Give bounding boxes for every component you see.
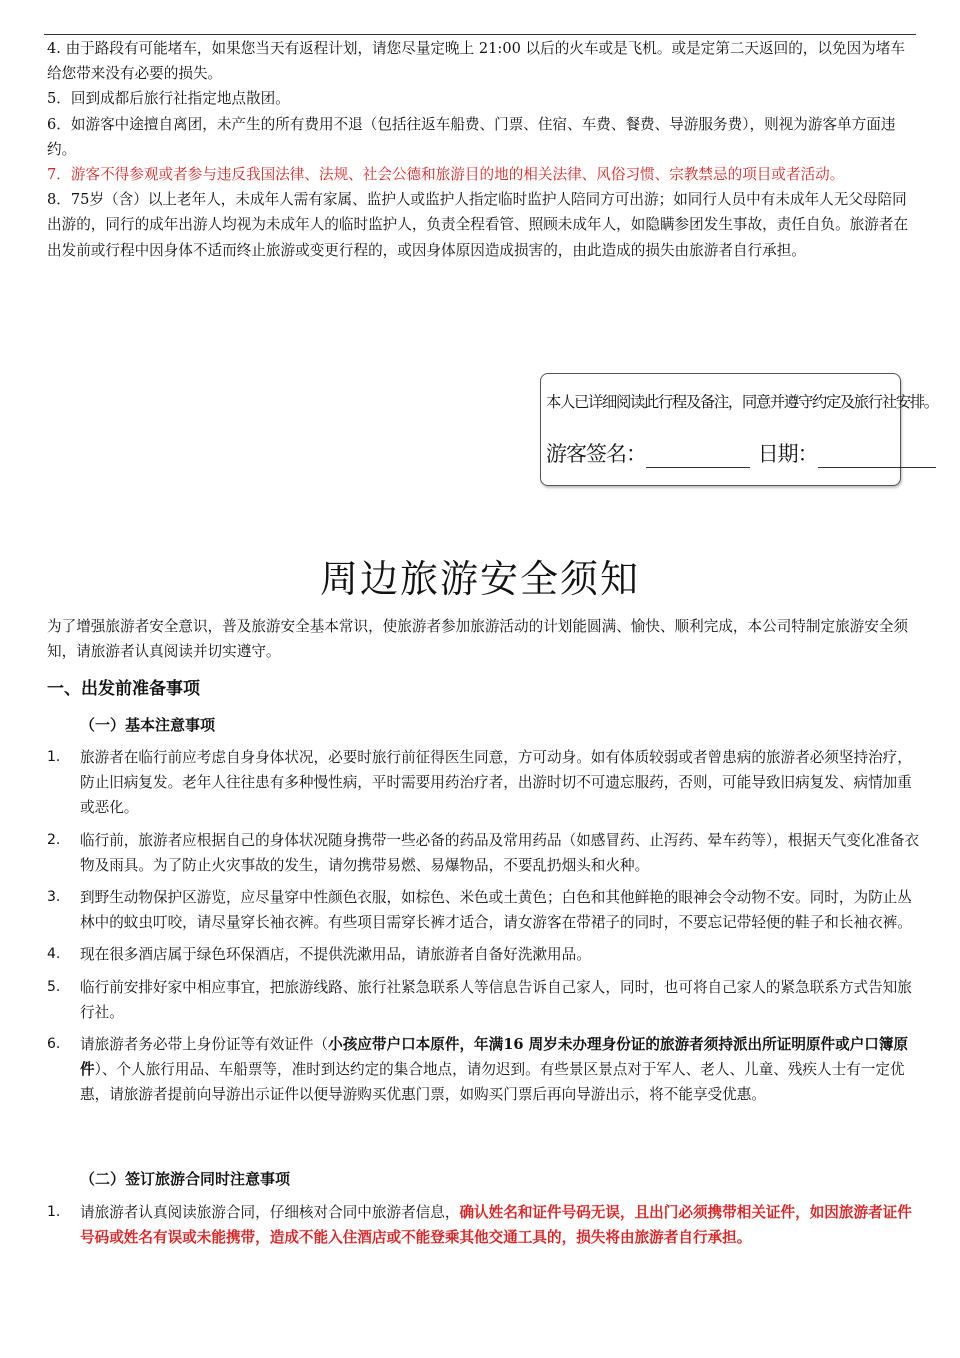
- signature-label: 游客签名：: [546, 442, 646, 466]
- list-number: 6.: [47, 1036, 61, 1053]
- list-item: [0, 885, 920, 935]
- note-item: 4. 由于路段有可能堵车，如果您当天有返程计划，请您尽量定晚上 21:00 以后的火车或是飞机。或是定第二天返回的，以免因为堵车给您带来没有必要的损失。: [47, 40, 905, 83]
- list-item: [0, 1032, 920, 1108]
- list-number: 1.: [47, 749, 61, 765]
- list-number: 4.: [47, 946, 61, 963]
- note-item: 8．75岁（含）以上老年人，未成年人需有家属、监护人或监护人指定临时监护人陪同方可出游；如同行人员中有未成年人无父母陪同出游的，同行的成年出游人均视为未成年人的临时监护人，负责全程看管、照顾未成年人，如隐瞒参团发生事故，责任自负。旅游者在出发前或行程中因身体不适而终止旅游或变更行程的，或因身体原因造成损害的，由此造成的损失由旅游者自行承担。: [47, 191, 909, 259]
- intro-paragraph: 为了增强旅游者安全意识，普及旅游安全基本常识，使旅游者参加旅游活动的计划能圆满、愉快、顺利完成，本公司特制定旅游安全须知，请旅游者认真阅读并切实遵守。: [47, 618, 909, 661]
- list-item: [0, 745, 920, 821]
- list-text: 请旅游者认真阅读旅游合同，仔细核对合同中旅游者信息，: [80, 1204, 460, 1221]
- list-item: [0, 942, 920, 967]
- note-item: 7．游客不得参观或者参与违反我国法律、法规、社会公德和旅游目的地的相关法律、风俗习惯、宗教禁忌的项目或者活动。: [47, 166, 845, 184]
- list-item: [0, 1200, 920, 1250]
- list-text: 临行前，旅游者应根据自己的身体状况随身携带一些必备的药品及常用药品（如感冒药、止泻药、晕车药等），根据天气变化准备衣物及雨具。为了防止火灾事故的发生，请勿携带易燃、易爆物品，不要乱扔烟头和火种。: [80, 831, 920, 874]
- list-item: [0, 828, 920, 878]
- signature-statement: 本人已详细阅读此行程及备注，同意并遵守约定及旅行社安排。: [546, 393, 938, 411]
- list-text: 小孩应带户口本原件，年满16 周岁未办理身份证的旅游者须持派出所证明原件或户口簿原件: [80, 1036, 909, 1079]
- list-text: 确认姓名和证件号码无误，且出门必须携带相关证件，如因旅游者证件号码或姓名有误或未能携带，造成不能入住酒店或不能登乘其他交通工具的，损失将由旅游者自行承担。: [80, 1204, 912, 1247]
- list-number: 1.: [47, 1204, 61, 1220]
- section-heading: 一、出发前准备事项: [47, 679, 200, 699]
- top-rule: [44, 34, 916, 35]
- subsection-heading: （二）签订旅游合同时注意事项: [80, 1170, 291, 1188]
- signature-row: [546, 438, 936, 468]
- page-title: 周边旅游安全须知: [319, 557, 640, 601]
- date-label: 日期：: [757, 442, 818, 466]
- list-number: 2.: [47, 831, 61, 848]
- list-text: 请旅游者务必带上身份证等有效证件（: [80, 1036, 329, 1054]
- signature-box: [540, 373, 938, 486]
- list-text: ）、个人旅行用品、车船票等，准时到达约定的集合地点，请勿迟到。有些景区景点对于军人、老人、儿童、残疾人士有一定优惠，请旅游者提前向导游出示证件以便导游购买优惠门票，如购买门票后再向导游出示，将不能享受优惠。: [80, 1061, 905, 1104]
- contract-notes-list: [0, 1200, 960, 1250]
- list-text: 到野生动物保护区游览，应尽量穿中性颜色衣服，如棕色、米色或土黄色；白色和其他鲜艳的眼神会令动物不安。同时，为防止丛林中的蚊虫叮咬，请尽量穿长袖衣裤。有些项目需穿长裤才适合，请女游客在带裙子的同时，不要忘记带轻便的鞋子和长袖衣裤。: [80, 889, 912, 932]
- notes-section: [47, 36, 919, 263]
- list-number: 5.: [47, 978, 61, 995]
- list-text: 临行前安排好家中相应事宜，把旅游线路、旅行社紧急联系人等信息告诉自己家人，同时，也可将自己家人的紧急联系方式告知旅行社。: [80, 978, 912, 1021]
- subsection-heading: （一）基本注意事项: [80, 716, 216, 734]
- note-item: 6．如游客中途擅自离团，未产生的所有费用不退（包括往返车船费、门票、住宿、车费、餐费、导游服务费），则视为游客单方面违约。: [47, 115, 896, 158]
- note-item: 5．回到成都后旅行社指定地点散团。: [47, 90, 290, 108]
- signature-line[interactable]: [646, 445, 750, 468]
- basic-notes-list: [0, 745, 960, 1108]
- list-text: 旅游者在临行前应考虑自身身体状况，必要时旅行前征得医生同意，方可动身。如有体质较弱或者曾患病的旅游者必须坚持治疗，防止旧病复发。老年人往往患有多种慢性病，平时需要用药治疗者，出游时切不可遗忘服药，否则，可能导致旧病复发、病情加重或恶化。: [80, 749, 912, 817]
- list-text: 现在很多酒店属于绿色环保酒店，不提供洗漱用品，请旅游者自备好洗漱用品。: [80, 946, 591, 964]
- date-line[interactable]: [818, 445, 936, 468]
- list-number: 3.: [47, 889, 61, 906]
- list-item: [0, 975, 920, 1025]
